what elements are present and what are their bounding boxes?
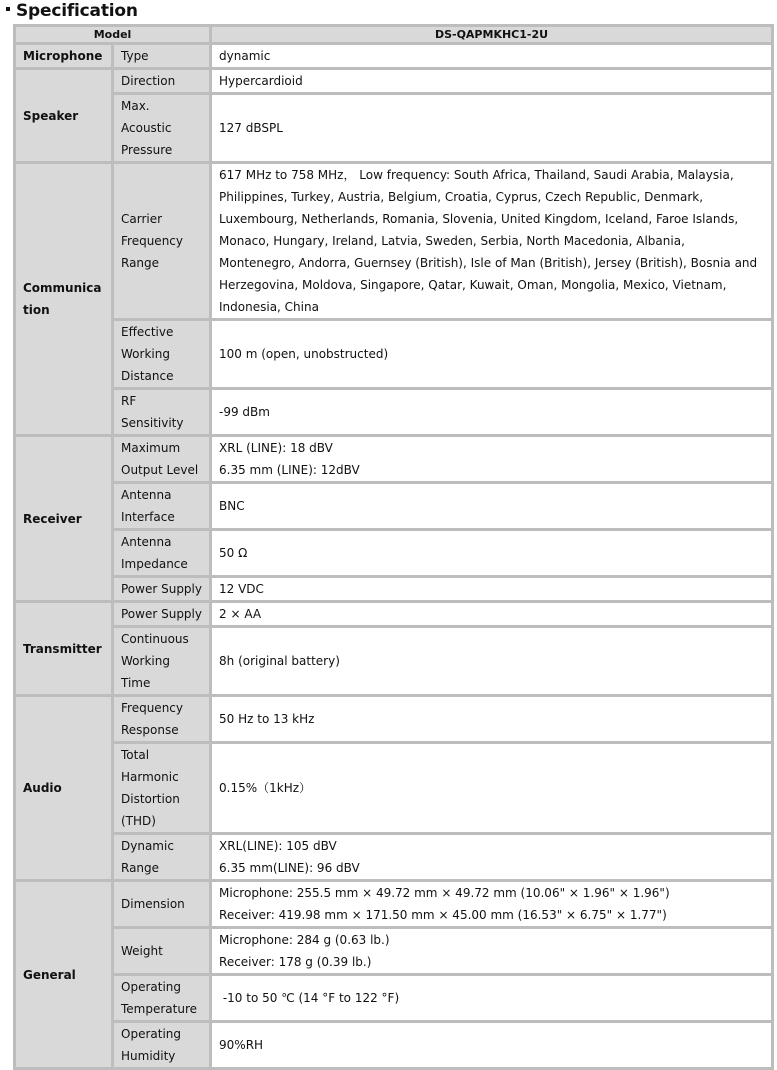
category-speaker: Speaker — [15, 69, 113, 163]
bullet-icon — [6, 7, 10, 11]
table-header-row — [15, 26, 773, 44]
table-row — [15, 627, 773, 696]
param-label: Power Supply — [113, 602, 211, 627]
table-row — [15, 69, 773, 94]
param-label: Dimension — [113, 881, 211, 928]
param-label: Type — [113, 44, 211, 69]
category-general: General — [15, 881, 113, 1069]
table-row — [15, 834, 773, 881]
value-line: Receiver: 178 g (0.39 lb.) — [219, 955, 372, 969]
param-label: Carrier Frequency Range — [113, 163, 211, 320]
param-value — [211, 436, 773, 483]
table-row — [15, 696, 773, 743]
value-line: dynamic — [219, 49, 271, 63]
param-value — [211, 881, 773, 928]
value-line: Hypercardioid — [219, 74, 303, 88]
table-row — [15, 1022, 773, 1069]
value-line: 6.35 mm(LINE): 96 dBV — [219, 861, 360, 875]
table-row — [15, 975, 773, 1022]
table-row — [15, 577, 773, 602]
param-label: Antenna Impedance — [113, 530, 211, 577]
category-microphone: Microphone — [15, 44, 113, 69]
value-line: 127 dBSPL — [219, 121, 283, 135]
model-value: DS-QAPMKHC1-2U — [211, 26, 773, 44]
value-line: Microphone: 255.5 mm × 49.72 mm × 49.72 mm (10.06" × 1.96" × 1.96") — [219, 886, 670, 900]
value-line: -10 to 50 ℃ (14 °F to 122 °F) — [219, 991, 400, 1005]
category-audio: Audio — [15, 696, 113, 881]
param-label: Dynamic Range — [113, 834, 211, 881]
param-label: Continuous Working Time — [113, 627, 211, 696]
value-line: 8h (original battery) — [219, 654, 340, 668]
table-row — [15, 928, 773, 975]
param-value — [211, 743, 773, 834]
param-value — [211, 530, 773, 577]
table-row — [15, 320, 773, 389]
table-row — [15, 44, 773, 69]
param-value — [211, 577, 773, 602]
value-line: 50 Ω — [219, 546, 248, 560]
param-label: Direction — [113, 69, 211, 94]
value-line: XRL(LINE): 105 dBV — [219, 839, 337, 853]
param-label: Antenna Interface — [113, 483, 211, 530]
table-row — [15, 530, 773, 577]
value-line: 6.35 mm (LINE): 12dBV — [219, 463, 360, 477]
param-value — [211, 627, 773, 696]
param-value — [211, 320, 773, 389]
section-title-text: Specification — [16, 1, 138, 21]
param-value — [211, 44, 773, 69]
table-row — [15, 881, 773, 928]
param-value — [211, 389, 773, 436]
model-label: Model — [15, 26, 211, 44]
param-value — [211, 928, 773, 975]
table-row — [15, 94, 773, 163]
value-line: 12 VDC — [219, 582, 264, 596]
table-row — [15, 602, 773, 627]
category-receiver: Receiver — [15, 436, 113, 602]
param-label: Effective Working Distance — [113, 320, 211, 389]
value-line: 2 × AA — [219, 607, 262, 621]
param-label: Operating Temperature — [113, 975, 211, 1022]
value-line: 100 m (open, unobstructed) — [219, 347, 389, 361]
value-line: 0.15%（1kHz） — [219, 781, 312, 795]
value-line: BNC — [219, 499, 245, 513]
specification-table — [13, 24, 774, 1070]
param-value — [211, 163, 773, 320]
value-line: 90%RH — [219, 1038, 264, 1052]
table-row — [15, 163, 773, 320]
section-title — [6, 1, 138, 21]
value-line: Receiver: 419.98 mm × 171.50 mm × 45.00 mm (16.53" × 6.75" × 1.77") — [219, 908, 667, 922]
table-row — [15, 743, 773, 834]
param-value — [211, 483, 773, 530]
param-label: Operating Humidity — [113, 1022, 211, 1069]
param-value — [211, 696, 773, 743]
param-value — [211, 1022, 773, 1069]
param-value — [211, 975, 773, 1022]
param-label: Maximum Output Level — [113, 436, 211, 483]
table-row — [15, 483, 773, 530]
param-label: Frequency Response — [113, 696, 211, 743]
param-label: Max. Acoustic Pressure — [113, 94, 211, 163]
param-label: Power Supply — [113, 577, 211, 602]
param-value — [211, 834, 773, 881]
param-value — [211, 94, 773, 163]
table-row — [15, 436, 773, 483]
param-label: Weight — [113, 928, 211, 975]
category-transmitter: Transmitter — [15, 602, 113, 696]
value-line: 50 Hz to 13 kHz — [219, 712, 315, 726]
param-value — [211, 602, 773, 627]
value-line: -99 dBm — [219, 405, 270, 419]
table-row — [15, 389, 773, 436]
param-label: Total Harmonic Distortion (THD) — [113, 743, 211, 834]
category-communication: Communication — [15, 163, 113, 436]
value-line: Microphone: 284 g (0.63 lb.) — [219, 933, 390, 947]
param-label: RF Sensitivity — [113, 389, 211, 436]
param-value — [211, 69, 773, 94]
value-line: XRL (LINE): 18 dBV — [219, 441, 333, 455]
value-line: 617 MHz to 758 MHz， Low frequency: South Africa, Thailand, Saudi Arabia, Malaysia, Philippines, Turkey, Austria, Belgium, Croatia, Cyprus, Czech Republic, Denmark, Luxembourg, Netherlands, Romania, Slovenia, United Kingdom, Iceland, Faroe Islands, Monaco, Hungary, Ireland, Latvia, Sweden, Serbia, North Macedonia, Albania, Montenegro, Andorra, Guernsey (British), Isle of Man (British), Jersey (British), Bosnia and Herzegovina, Moldova, Singapore, Qatar, Kuwait, Oman, Mongolia, Mexico, Vietnam, Indonesia, China — [219, 168, 758, 314]
